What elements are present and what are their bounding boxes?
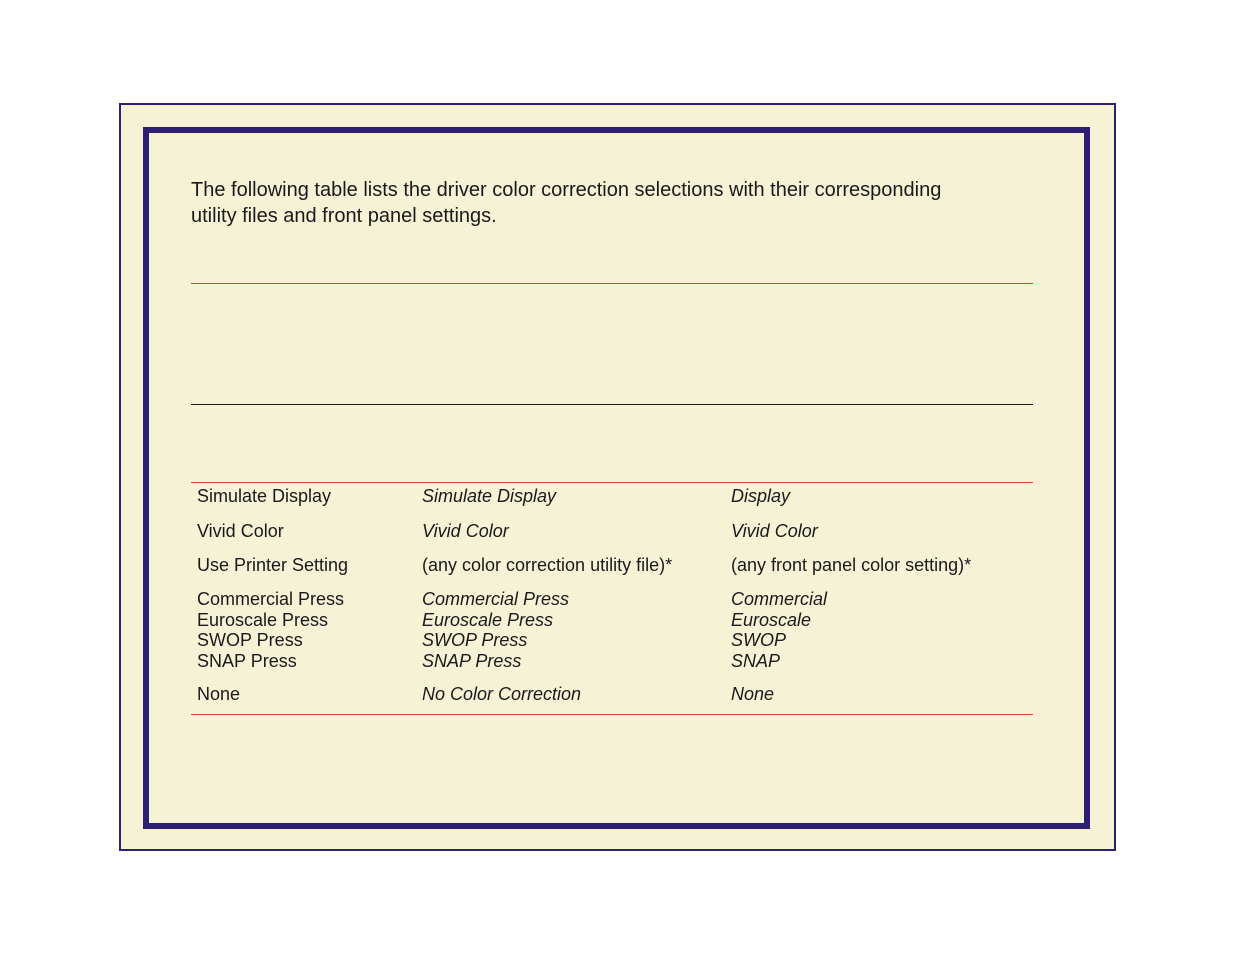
table-row: [191, 555, 1033, 576]
front-panel-cell: Display: [731, 486, 791, 506]
utility-file-line: SNAP Press: [422, 650, 522, 671]
driver-setting-cell: None: [197, 684, 241, 704]
table-row: [191, 486, 1033, 507]
table-bottom-rule: [191, 714, 1033, 715]
table-body-top-rule: [191, 482, 1033, 483]
driver-setting-line: Commercial Press: [197, 589, 345, 609]
table-row: [191, 521, 1033, 542]
front-panel-cell: None: [731, 684, 775, 704]
inner-frame: [143, 127, 1090, 829]
utility-file-cell: (any color correction utility file)*: [422, 555, 673, 575]
table-row: [191, 684, 1033, 705]
driver-setting-line: Euroscale Press: [197, 609, 329, 630]
driver-setting-cell: Vivid Color: [197, 521, 284, 541]
outer-frame: [119, 103, 1116, 851]
front-panel-line: Euroscale: [731, 609, 812, 630]
driver-setting-cell: Simulate Display: [197, 486, 332, 506]
table-header-rule: [191, 404, 1033, 405]
front-panel-line: SWOP: [731, 630, 787, 650]
front-panel-line: Commercial: [731, 589, 828, 609]
driver-setting-cell: [197, 589, 344, 671]
front-panel-cell: Vivid Color: [731, 521, 818, 541]
front-panel-cell: [731, 589, 827, 671]
utility-file-cell: [422, 589, 569, 671]
driver-setting-line: SWOP Press: [197, 630, 303, 650]
utility-file-cell: Vivid Color: [422, 521, 509, 541]
front-panel-cell: (any front panel color setting)*: [731, 555, 972, 575]
front-panel-line: SNAP: [731, 650, 781, 671]
utility-file-line: Euroscale Press: [422, 609, 554, 630]
driver-setting-cell: Use Printer Setting: [197, 555, 349, 575]
utility-file-cell: No Color Correction: [422, 684, 582, 704]
utility-file-cell: Simulate Display: [422, 486, 557, 506]
intro-paragraph: The following table lists the driver color correction selections with their corresponding utility files and front panel settings.: [191, 179, 942, 227]
utility-file-line: SWOP Press: [422, 630, 528, 650]
table-row: [191, 589, 1033, 673]
driver-setting-line: SNAP Press: [197, 650, 297, 671]
utility-file-line: Commercial Press: [422, 589, 570, 609]
table-top-rule: [191, 283, 1033, 284]
